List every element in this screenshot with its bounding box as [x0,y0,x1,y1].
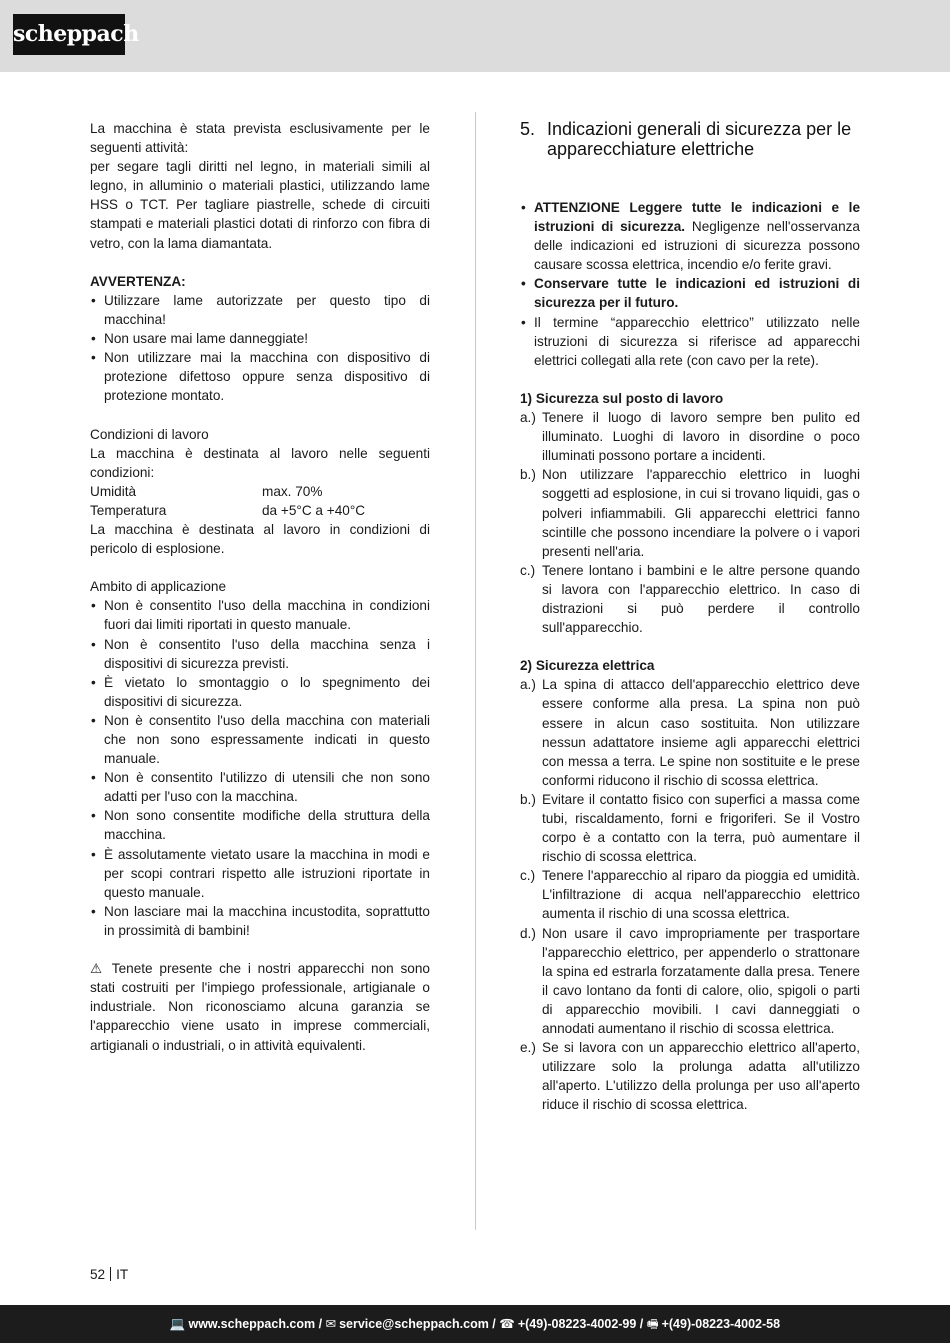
list-item: • Non è consentito l'utilizzo di utensili che non sono adatti per l'uso con la macchina. [90,768,430,806]
list-item [520,198,860,274]
subsection-title-electrical: 2) Sicurezza elettrica [520,658,655,674]
page-header [0,0,950,72]
item-text: Tenere l'apparecchio al riparo da pioggia ed umidità. L'infiltrazione di acqua nell'apparecchio elettrico aumenta il rischio di una scossa elettrica. [542,868,860,922]
column-divider [475,112,476,1230]
humidity-value: max. 70% [262,483,323,499]
section-title-text: Indicazioni generali di sicurezza per le apparecchiature elettriche [547,119,852,159]
temperature-row [90,501,430,520]
list-item: • Non usare mai lame danneggiate! [90,329,430,348]
fax-number: +(49)-08223-4002-58 [661,1317,781,1331]
item-label: a.) [520,677,536,693]
list-item: • Non utilizzare mai la macchina con dispositivo di protezione difettoso oppure senza dispositivo di protezione montato. [90,348,430,405]
fax-icon: 🖷 [646,1317,659,1331]
item-label: b.) [520,791,536,807]
scope-title: Ambito di applicazione [90,579,227,595]
item-text: La spina di attacco dell'apparecchio elettrico deve essere conforme alla presa. La spina non può essere in alcun caso sostituita. Non utilizzare nessun adattatore insieme agli apparecchi elettrici con messa a terra. Le spine non sostituite e le prese conformi riducono il rischio di scossa elettrica. [542,677,860,788]
list-item: • Conservare tutte le indicazioni ed istruzioni di sicurezza per il futuro. [520,274,860,312]
list-item: • Il termine “apparecchio elettrico” utilizzato nelle istruzioni di sicurezza si riferisce ad apparecchi elettrici collegati alla rete (con cavo per la rete). [520,313,860,370]
language-code: IT [116,1267,129,1282]
electrical-safety-list [520,675,860,1114]
section-title [520,119,860,159]
conditions-title: Condizioni di lavoro [90,426,209,442]
list-item [520,1038,860,1114]
temperature-value: da +5°C a +40°C [262,502,366,518]
item-text: Se si lavora con un apparecchio elettrico all'aperto, utilizzare solo la prolunga adatta all'utilizzo all'aperto. L'utilizzo della prolunga per uso all'aperto riduce il rischio di scossa elettrica. [542,1040,860,1113]
item-label: b.) [520,467,536,483]
list-item: • Non sono consentite modifiche della struttura della macchina. [90,806,430,844]
humidity-label: Umidità [90,483,137,499]
warning-triangle-icon: ⚠ [90,961,106,977]
list-item: • Utilizzare lame autorizzate per questo tipo di macchina! [90,291,430,329]
warning-list [90,291,430,406]
notice-text: Tenete presente che i nostri apparecchi non sono stati costruiti per l'impiego professionale, artigianale o industriale. Non riconosciamo alcuna garanzia se l'apparecchio viene usato in imprese commerciali, artigianali o industriali, o in attività equivalenti. [90,961,430,1053]
phone-icon: ☎ [499,1317,515,1331]
item-label: c.) [520,562,536,578]
list-item: • È vietato lo smontaggio o lo spegnimento dei dispositivi di sicurezza. [90,673,430,711]
scheppach-logo: scheppach [13,14,125,55]
website-link[interactable]: www.scheppach.com / [188,1317,323,1331]
intro-text: La macchina è stata prevista esclusivamente per le seguenti attività: [90,121,430,156]
warning-title: AVVERTENZA: [90,273,186,289]
item-label: c.) [520,868,536,884]
scope-list [90,596,430,940]
attention-bold-text: ATTENZIONE Leggere tutte le indicazioni e le istruzioni di sicurezza. [534,200,860,235]
left-column [90,119,430,1055]
professional-use-notice [90,959,430,1054]
general-safety-list [520,198,860,370]
item-text: Tenere lontano i bambini e le altre persone quando si lavora con l'apparecchio elettrico. In caso di distrazioni si può perdere il controllo sull'apparecchio. [542,562,860,636]
attention-text: Negligenze nell'osservanza delle indicazioni ed istruzioni di sicurezza possono causare scossa elettrica, incendio e/o ferite gravi. [534,219,860,273]
item-text: Non utilizzare l'apparecchio elettrico in luoghi soggetti ad esplosione, in cui si trovano liquidi, gas o polveri infiammabili. Gli apparecchi elettrici fanno scintille che possono incendiare la polvere o i vapori presenti nell'aria. [542,467,860,559]
item-text: Non usare il cavo impropriamente per trasportare l'apparecchio elettrico, per appenderlo o strattonare la spina ed estrarla forzatamente dalla presa. Tenere il cavo lontano da fonti di calore, olio, spigoli o parti di apparecchio movibili. I cavi danneggiati o annodati aumentano il rischio di scossa elettrica. [542,925,860,1037]
list-item: • Non è consentito l'uso della macchina con materiali che non sono espressamente indicati in questo manuale. [90,711,430,768]
page-number [90,1265,128,1284]
workplace-safety-list [520,408,860,637]
subsection-title-workplace: 1) Sicurezza sul posto di lavoro [520,390,724,406]
conditions-text: La macchina è destinata al lavoro nelle seguenti condizioni: [90,445,430,480]
list-item: • Non è consentito l'uso della macchina senza i dispositivi di sicurezza previsti. [90,635,430,673]
item-text: Evitare il contatto fisico con superfici a massa come tubi, riscaldamento, forni e frigoriferi. Se il Vostro corpo è a contatto con la terra, può aumentare il rischio di scossa elettrica. [542,791,860,865]
conditions-note: La macchina è destinata al lavoro in condizioni di pericolo di esplosione. [90,521,430,557]
page-number-value: 52 [90,1267,106,1282]
list-item: • Non lasciare mai la macchina incustodita, soprattutto in prossimità di bambini! [90,902,430,940]
list-item [520,675,860,790]
list-item: • Non è consentito l'uso della macchina in condizioni fuori dai limiti riportati in questo manuale. [90,596,430,634]
intro-text-2: per segare tagli diritti nel legno, in materiali simili al legno, in alluminio o materiali plastici, utilizzando lame HSS o TCT. Per tagliare piastrelle, schede di circuiti stampati e materiali plastici dotati di rinforzo con fibra di vetro, con la lama diamantata. [90,159,430,251]
phone-number: +(49)-08223-4002-99 / [517,1317,644,1331]
list-item [520,790,860,866]
computer-icon: 💻 [169,1317,186,1331]
list-item [520,561,860,637]
list-item [520,866,860,923]
item-text: Tenere il luogo di lavoro sempre ben pulito ed illuminato. Luoghi di lavoro in disordine o poco illuminati possono portare a incidenti. [542,410,860,464]
list-item [520,408,860,465]
item-label: e.) [520,1040,536,1056]
mail-icon: ✉ [325,1317,337,1331]
email-link[interactable]: service@scheppach.com / [339,1317,496,1331]
humidity-row [90,482,430,501]
right-column [520,119,860,1115]
item-label: a.) [520,410,536,426]
section-number: 5. [520,119,536,139]
temperature-label: Temperatura [90,502,167,518]
page-separator [110,1267,111,1281]
list-item: • È assolutamente vietato usare la macchina in modi e per scopi contrari rispetto alle istruzioni riportate in questo manuale. [90,845,430,902]
contact-footer [0,1305,950,1343]
list-item [520,924,860,1039]
list-item [520,465,860,560]
item-label: d.) [520,925,536,941]
